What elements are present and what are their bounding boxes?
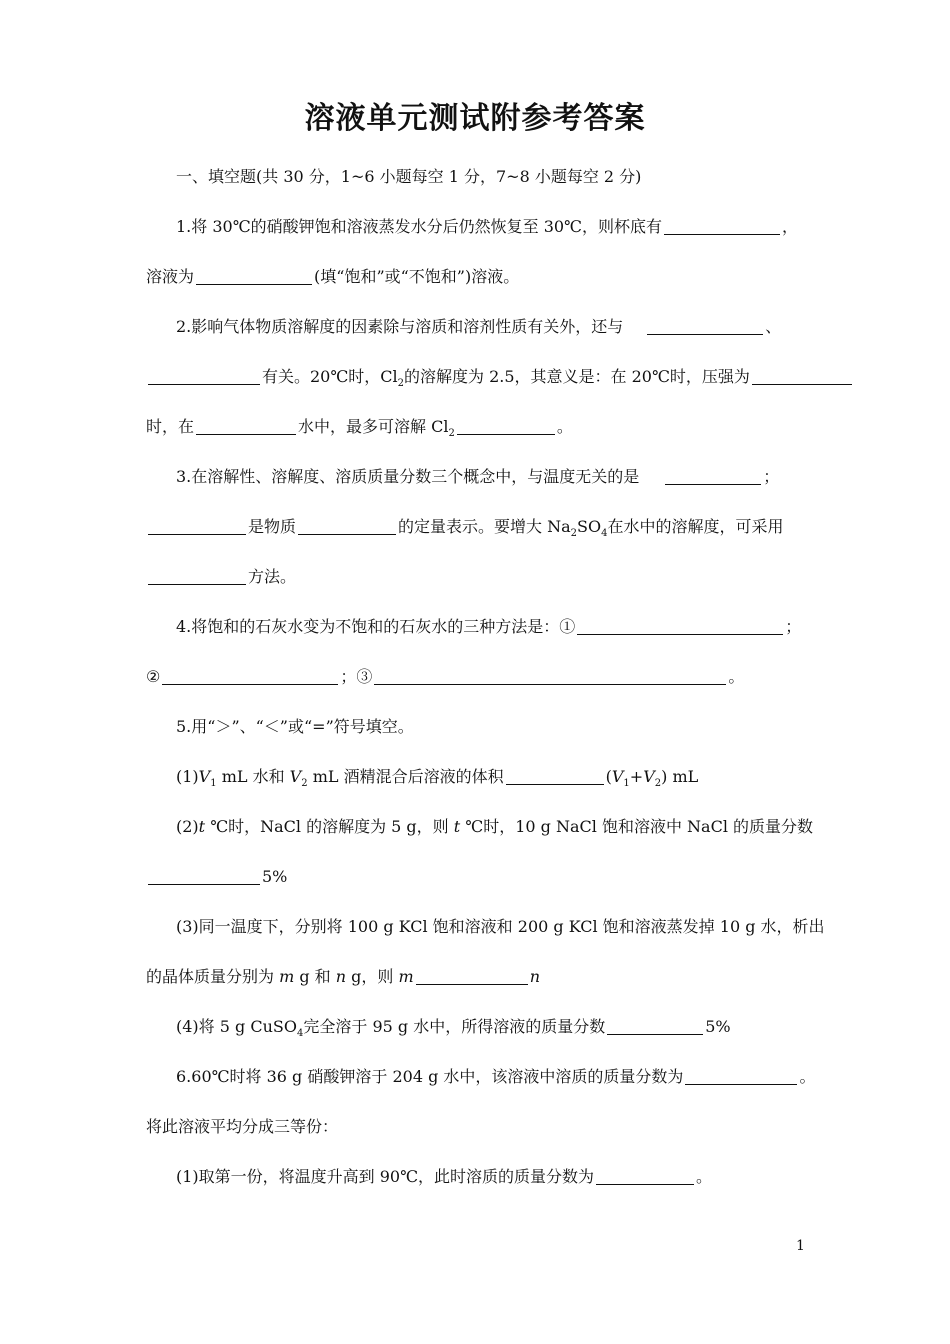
question-5-2-line-2: 5%: [146, 866, 808, 888]
question-6-1: (1)取第一份，将温度升高到 90℃，此时溶质的质量分数为 。: [176, 1167, 713, 1186]
answer-blank[interactable]: [647, 318, 763, 335]
question-3-line-1: 3.在溶解性、溶解度、溶质质量分数三个概念中，与温度无关的是 ；: [176, 467, 780, 486]
answer-blank[interactable]: [596, 1168, 694, 1185]
answer-blank[interactable]: [148, 368, 260, 385]
answer-blank[interactable]: [162, 668, 338, 685]
question-5-2-line-1: (2)t ℃时，NaCl 的溶解度为 5 g，则 t ℃时，10 g NaCl 饱和溶液中 NaCl 的质量分数: [176, 817, 814, 836]
page-number: 1: [796, 1238, 805, 1254]
section-heading: 一、填空题(共 30 分，1~6 小题每空 1 分，7~8 小题每空 2 分): [176, 167, 642, 186]
question-3-line-2: 是物质 的定量表示。要增大 $Na_2SO_4$在水中的溶解度，可采用: [146, 516, 808, 538]
answer-blank[interactable]: [196, 418, 296, 435]
answer-blank[interactable]: [457, 418, 555, 435]
question-5-1: $(1)V_1$ mL 水和 $V_2$ mL 酒精混合后溶液的体积 $(V_1+V_2)$ mL: [176, 767, 699, 789]
answer-blank[interactable]: [664, 218, 780, 235]
answer-blank[interactable]: [752, 368, 852, 385]
answer-blank[interactable]: [374, 668, 726, 685]
answer-blank[interactable]: [196, 268, 312, 285]
answer-blank[interactable]: [506, 768, 604, 785]
question-4-line-1: 4.将饱和的石灰水变为不饱和的石灰水的三种方法是：① ；: [176, 617, 802, 636]
question-4-line-2: ② ；③ 。: [146, 667, 745, 686]
answer-blank[interactable]: [665, 468, 761, 485]
answer-blank[interactable]: [416, 968, 528, 985]
question-2-line-3: 时，在 水中，最多可溶解 $Cl_2$ 。: [146, 417, 573, 439]
question-2-line-1: 2.影响气体物质溶解度的因素除与溶质和溶剂性质有关外，还与 、: [176, 317, 782, 336]
answer-blank[interactable]: [148, 518, 246, 535]
page-title: 溶液单元测试附参考答案: [304, 101, 646, 136]
question-2-line-2: 有关。20℃时，$Cl_2$的溶解度为 2.5，其意义是：在 20℃时，压强为: [146, 366, 808, 388]
answer-blank[interactable]: [298, 518, 396, 535]
question-6-line-1: 6.60℃时将 36 g 硝酸钾溶于 204 g 水中，该溶液中溶质的质量分数为 。: [176, 1067, 816, 1086]
answer-blank[interactable]: [685, 1068, 797, 1085]
answer-blank[interactable]: [577, 618, 783, 635]
question-5-3-line-1: (3)同一温度下，分别将 100 g KCl 饱和溶液和 200 g KCl 饱和溶液蒸发掉 10 g 水，析出: [176, 917, 825, 936]
question-1-line-2: 溶液为 (填“饱和”或“不饱和”)溶液。: [146, 267, 520, 286]
question-5-3-line-2: 的晶体质量分别为 m g 和 n g，则 m n: [146, 967, 540, 986]
question-6-line-2: 将此溶液平均分成三等份：: [146, 1117, 339, 1136]
answer-blank[interactable]: [148, 568, 246, 585]
answer-blank[interactable]: [607, 1018, 703, 1035]
answer-blank[interactable]: [148, 868, 260, 885]
question-3-line-3: 方法。: [146, 566, 808, 588]
question-1-line-1: 1.将 30℃的硝酸钾饱和溶液蒸发水分后仍然恢复至 30℃，则杯底有 ，: [176, 217, 798, 236]
question-5-intro: 5.用“＞”、“＜”或“=”符号填空。: [176, 717, 414, 736]
question-5-4: (4)将 5 g CuSO$_4$完全溶于 95 g 水中，所得溶液的质量分数 5%: [176, 1017, 731, 1039]
